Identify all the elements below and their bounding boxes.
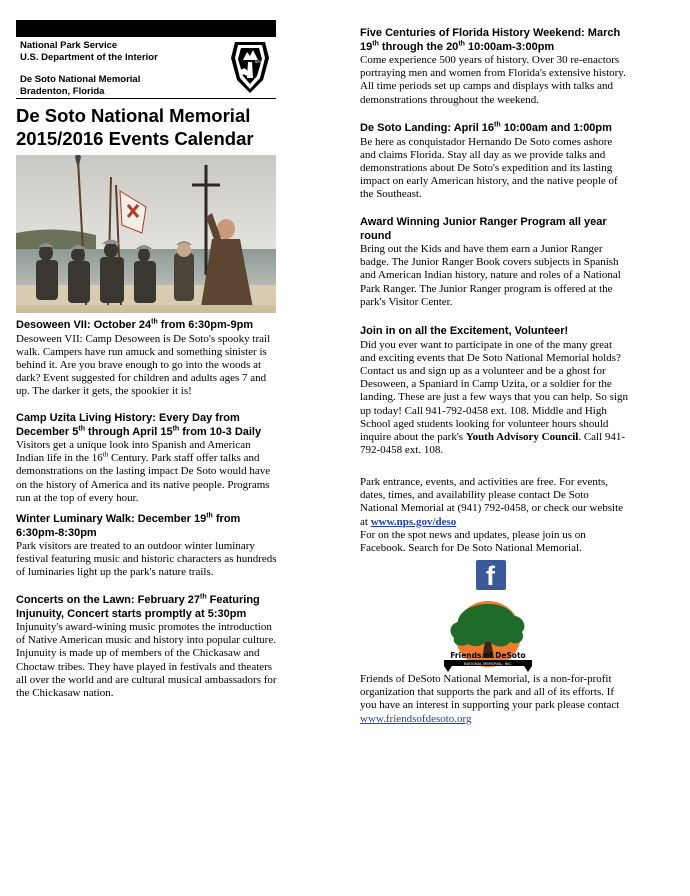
event-junior-ranger [360, 216, 628, 309]
contact-info [360, 476, 628, 555]
event-junior-ranger-body: Bring out the Kids and have them earn a Junior Ranger badge. The Junior Ranger Book covers subjects in Spanish and American Indian history, nature and roles of a National Park Ranger. The Junior Ranger program is offered at the park's Visitor Center. [360, 243, 621, 308]
friends-of-desoto-logo [438, 600, 538, 672]
event-five-centuries-heading: Five Centuries of Florida History Weekend: March 19th through the 20th 10:00am-3:00pm [360, 27, 621, 53]
friends-info-body: Friends of DeSoto National Memorial, is a non-for-profit organization that supports the park and all of its efforts. If you have an interest in supporting your park please contact www.friendsofdesoto.org [360, 673, 620, 725]
event-desoto-landing-body: Be here as conquistador Hernando De Soto comes ashore and claims Florida. Stay all day as we provide talks and demonstrations about De Soto's expedition and its lasting impact on early American history, and the native people of the Southeast. [360, 135, 618, 201]
agency-block [20, 40, 220, 97]
event-camp-uzita-body: Visitors get a unique look into Spanish and American Indian life in the 16th Century. Park staff offer talks and demonstrations on the lasting impact De Soto would have on the history of America and its native people. Programs run at the top of every hour. [16, 439, 271, 504]
friends-website-link[interactable]: www.friendsofdesoto.org [360, 712, 472, 725]
event-concerts-on-lawn [16, 594, 278, 700]
title-line2: 2015/2016 Events Calendar [16, 128, 254, 149]
event-winter-luminary-body: Park visitors are treated to an outdoor winter luminary festival featuring music and historic characters as hundreds of luminaries light up the park's nature trails. [16, 540, 277, 579]
event-five-centuries-body: Come experience 500 years of history. Over 30 re-enactors portraying men and women from Florida's extensive history. All time periods set up camps and displays with talks and demonstrations throughout the weekend. [360, 54, 626, 106]
facebook-f-glyph: f [486, 561, 495, 591]
event-desoween [16, 319, 278, 399]
nps-arrowhead-logo [229, 40, 271, 94]
event-volunteer [360, 325, 628, 457]
site-line2: Bradenton, Florida [20, 85, 105, 97]
header-rule [16, 98, 276, 99]
event-concerts-heading: Concerts on the Lawn: February 27th Featuring Injunuity, Concert starts promptly at 5:30pm [16, 593, 260, 620]
friends-info [360, 673, 628, 726]
header-black-bar [16, 20, 276, 37]
agency-line1: National Park Service [20, 40, 118, 51]
event-volunteer-body: Did you ever want to participate in one of the many great and exciting events that De Soto National Memorial holds? Contact us and sign up as a volunteer and be a ghost for Desoween, a Spaniard in Camp Uzita, or a soldier for the landing. These are just a few ways that you can help. So sign up today! Call 941-792-0458 ext. 108. Middle and High School aged students looking for volunteer hours should inquire about the park's Youth Advisory Council. Call 941-792-0458 ext. 108. [360, 338, 629, 457]
event-junior-ranger-heading: Award Winning Junior Ranger Program all year round [360, 216, 607, 242]
event-concerts-body: Injunuity's award-wining music promotes the introduction of Native American music and history into popular culture. Injunuity is made up of members of the Chickasaw and Choctaw tribes. They have played in festivals and theaters all over the world and are cultural musical ambassadors for the Chickasaw nation. [16, 621, 277, 700]
reenactors-on-beach-photo [16, 155, 276, 313]
event-camp-uzita-heading: Camp Uzita Living History: Every Day from December 5th through April 15th from 10-3 Daily [16, 412, 262, 438]
friends-logo-subtext: NATIONAL MEMORIAL, INC. [463, 662, 513, 666]
event-camp-uzita [16, 412, 278, 505]
agency-line2: U.S. Department of the Interior [20, 51, 158, 63]
youth-advisory-council: Youth Advisory Council [465, 430, 579, 443]
event-desoween-heading: Desoween VII: October 24th from 6:30pm-9pm [16, 318, 254, 331]
page-title [16, 104, 286, 150]
event-winter-luminary [16, 513, 278, 580]
facebook-icon[interactable] [476, 560, 506, 590]
event-volunteer-heading: Join in on all the Excitement, Volunteer! [360, 325, 569, 337]
event-five-centuries [360, 27, 628, 107]
contact-info-body: Park entrance, events, and activities are free. For events, dates, times, and availability please contact De Soto National Memorial at (941) 792-0458, or check our website at www.nps.gov/deso For on the spot news and updates, please join us on Facebook. Search for De Soto National Memorial. [360, 476, 624, 555]
event-winter-luminary-heading: Winter Luminary Walk: December 19th from 6:30pm-8:30pm [16, 512, 241, 539]
site-line1: De Soto National Memorial [20, 74, 141, 85]
event-desoween-body: Desoween VII: Camp Desoween is De Soto's spooky trail walk. Campers have run amuck and something sinister is behind it. Are you brave enough to go into the woods at dark? Event suggested for children and adults ages 7 and up. The darker it gets, the spookier it is! [16, 332, 271, 398]
title-line1: De Soto National Memorial [16, 105, 251, 126]
event-desoto-landing [360, 122, 628, 202]
event-desoto-landing-heading: De Soto Landing: April 16th 10:00am and 1:00pm [360, 121, 612, 134]
friends-logo-text: Friends of DeSoto [450, 651, 526, 660]
svg-text:NPS: NPS [254, 60, 262, 64]
nps-website-link[interactable]: www.nps.gov/deso [370, 515, 457, 528]
